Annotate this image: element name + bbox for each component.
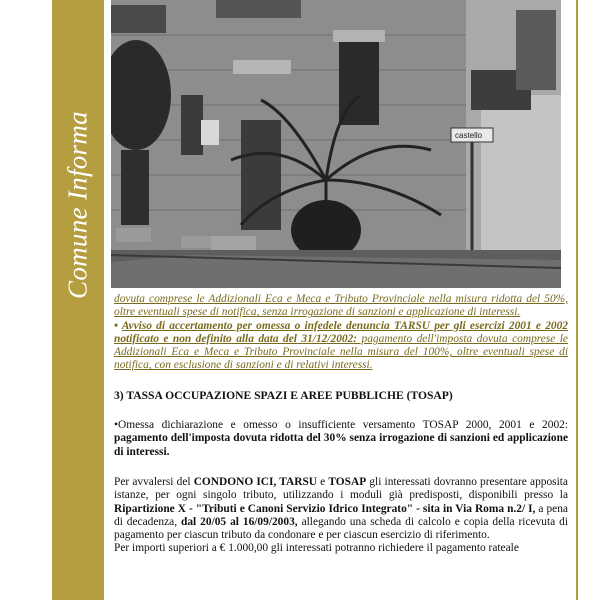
tarsu-continuation (114, 293, 568, 320)
sidebar-band (52, 0, 104, 600)
building-photo (111, 0, 561, 288)
condono-text-5: allegando una scheda di calcolo e copia della ricevuta di pagamento per ciascun tributo da condonare e per ciascun esercizio di riferimento. (114, 515, 568, 542)
right-border (576, 0, 578, 600)
condono-bold-2: TOSAP (328, 475, 367, 488)
section-3-heading: 3) TASSA OCCUPAZIONE SPAZI E AREE PUBBLICHE (TOSAP) (114, 388, 453, 402)
tosap-omessa-bold: pagamento dell'imposta dovuta ridotta del 30% senza irrogazione di sanzioni ed applicazione di interessi. (114, 432, 568, 458)
tosap-omessa-paragraph (114, 419, 568, 459)
bullet: • (114, 319, 122, 332)
tarsu-accertamento-paragraph (114, 320, 568, 373)
condono-text-4: a pena di decadenza, (114, 502, 568, 528)
condono-paragraph (114, 476, 568, 542)
condono-text-2: e (317, 475, 329, 488)
street-sign-text: castello (455, 131, 483, 140)
tosap-omessa-text: •Omessa dichiarazione e omesso o insufficiente versamento TOSAP 2000, 2001 e 2002: (114, 419, 568, 432)
tarsu-continuation-text: dovuta comprese le Addizionali Eca e Meca e Tributo Provinciale nella misura ridotta del 50%, oltre eventuali spese di notifica, senza irrogazione di sanzioni e applicazione di interessi. (114, 293, 568, 319)
sidebar-title: Comune Informa (62, 111, 93, 299)
importi-paragraph: Per importi superiori a € 1.000,00 gli interessati potranno richiedere il pagamento rateale (114, 542, 519, 555)
condono-bold-3: Ripartizione X - "Tributi e Canoni Servizio Idrico Integrato" - sita in Via Roma n.2/ I, (114, 502, 536, 515)
condono-bold-1: CONDONO ICI, TARSU (193, 475, 318, 488)
condono-text-3: gli interessati dovranno presentare apposita istanze, per ogni singolo tributo, utilizzando i moduli già predisposti, disponibili presso la (114, 475, 568, 502)
tarsu-accertamento-rest: pagamento dell'imposta dovuta comprese le Addizionali Eca e Meca e Tributo Provinciale nella misura del 100%, oltre eventuali spese di notifica, con esclusione di sanzioni e di relativi interessi. (114, 332, 568, 372)
condono-text-1: Per avvalersi del (114, 475, 194, 488)
document-body (114, 293, 568, 556)
tarsu-accertamento-bold: Avviso di accertamento per omessa o infedele denuncia TARSU per gli esercizi 2001 e 2002 notificato e non definito alla data del 31/12/2002: (114, 319, 568, 345)
condono-bold-4: dal 20/05 al 16/09/2003, (181, 515, 298, 528)
